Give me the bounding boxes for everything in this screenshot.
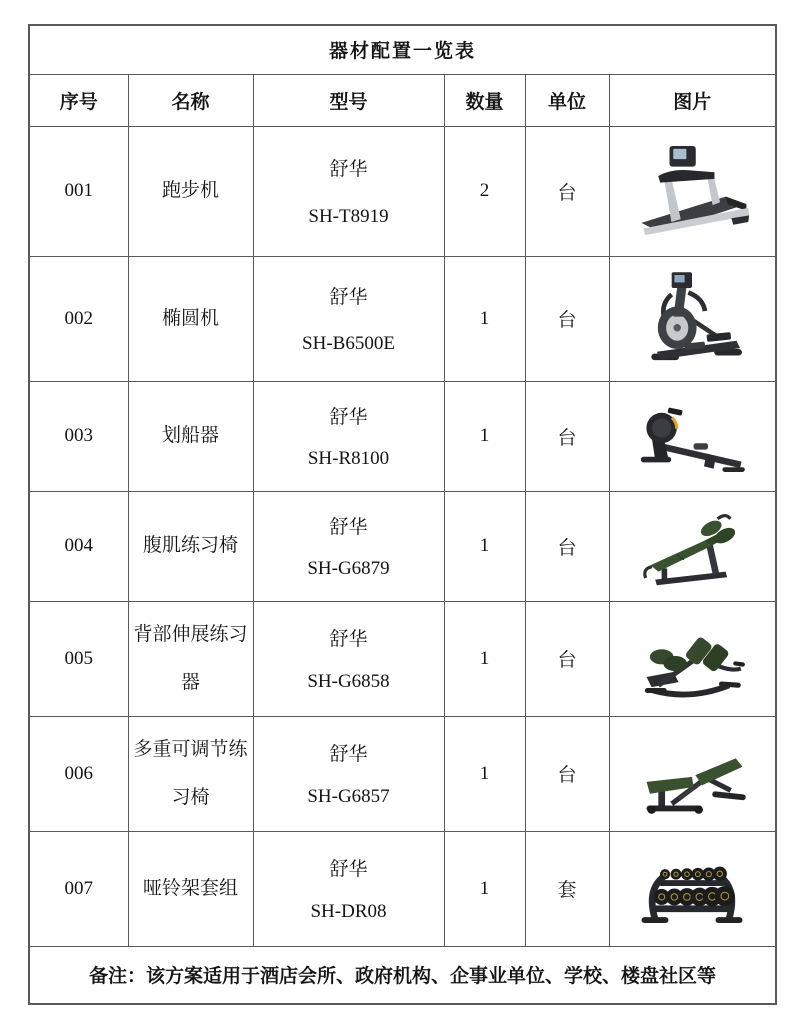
brand-text: 舒华: [329, 407, 368, 429]
page-title: 器材配置一览表: [29, 25, 776, 74]
unit-cell: 台: [525, 381, 609, 491]
model-text: SH-DR08: [310, 901, 387, 922]
brand-text: 舒华: [329, 859, 368, 880]
table-row: [29, 126, 776, 256]
equipment-name: 椭圆机: [161, 307, 219, 329]
model-cell: [253, 491, 444, 601]
quantity-cell: 1: [444, 601, 525, 716]
model-cell: [253, 256, 444, 381]
model-cell: [253, 831, 444, 946]
model-cell: [253, 126, 444, 256]
equipment-name: 腹肌练习椅: [142, 535, 238, 556]
equipment-image: [610, 133, 776, 249]
serial-cell: 007: [29, 831, 128, 946]
table-row: [29, 601, 776, 716]
model-cell: [253, 716, 444, 831]
table-row: [29, 256, 776, 381]
serial-cell: 003: [29, 381, 128, 491]
picture-cell: [609, 126, 776, 256]
column-header-4: 单位: [525, 74, 609, 126]
serial-cell: 002: [29, 256, 128, 381]
equipment-image: [610, 498, 776, 594]
equipment-name: 多重可调节练习椅: [133, 738, 248, 808]
name-cell: [128, 381, 253, 491]
table-row: [29, 381, 776, 491]
equipment-image: [610, 388, 776, 484]
model-cell: [253, 601, 444, 716]
quantity-cell: 1: [444, 256, 525, 381]
name-cell: [128, 601, 253, 716]
quantity-cell: 2: [444, 126, 525, 256]
unit-cell: 台: [525, 601, 609, 716]
picture-cell: [609, 491, 776, 601]
model-text: SH-B6500E: [302, 332, 395, 354]
name-cell: [128, 716, 253, 831]
equipment-table: [28, 24, 777, 1005]
name-cell: [128, 126, 253, 256]
unit-cell: 台: [525, 126, 609, 256]
brand-text: 舒华: [329, 629, 368, 650]
column-header-1: 名称: [128, 74, 253, 126]
quantity-cell: 1: [444, 491, 525, 601]
remarks-note: 备注：该方案适用于酒店会所、政府机构、企事业单位、学校、楼盘社区等: [29, 946, 776, 1004]
column-header-5: 图片: [609, 74, 776, 126]
column-header-row: [29, 74, 776, 126]
equipment-image: [610, 723, 776, 824]
unit-cell: 台: [525, 491, 609, 601]
table-row: [29, 831, 776, 946]
brand-text: 舒华: [329, 744, 368, 765]
unit-cell: 套: [525, 831, 609, 946]
picture-cell: [609, 601, 776, 716]
model-cell: [253, 381, 444, 491]
brand-text: 舒华: [329, 287, 368, 309]
table-row: [29, 716, 776, 831]
serial-cell: 004: [29, 491, 128, 601]
brand-text: 舒华: [329, 159, 368, 180]
quantity-cell: 1: [444, 381, 525, 491]
brand-text: 舒华: [329, 517, 368, 539]
name-cell: [128, 831, 253, 946]
equipment-image: [610, 263, 776, 374]
serial-cell: 005: [29, 601, 128, 716]
model-text: SH-R8100: [307, 447, 390, 469]
unit-cell: 台: [525, 716, 609, 831]
equipment-image: [610, 838, 776, 939]
column-header-3: 数量: [444, 74, 525, 126]
model-text: SH-G6879: [307, 557, 390, 579]
model-text: SH-G6858: [307, 671, 390, 692]
serial-cell: 006: [29, 716, 128, 831]
table-row: [29, 491, 776, 601]
unit-cell: 台: [525, 256, 609, 381]
title-row: [29, 25, 776, 74]
model-text: SH-G6857: [307, 786, 390, 807]
equipment-name: 哑铃架套组: [142, 877, 238, 899]
column-header-2: 型号: [253, 74, 444, 126]
model-text: SH-T8919: [308, 206, 389, 227]
equipment-name: 划船器: [161, 425, 219, 446]
quantity-cell: 1: [444, 831, 525, 946]
name-cell: [128, 256, 253, 381]
picture-cell: [609, 256, 776, 381]
picture-cell: [609, 831, 776, 946]
name-cell: [128, 491, 253, 601]
serial-cell: 001: [29, 126, 128, 256]
quantity-cell: 1: [444, 716, 525, 831]
picture-cell: [609, 381, 776, 491]
column-header-0: 序号: [29, 74, 128, 126]
equipment-image: [610, 608, 776, 709]
equipment-name: 背部伸展练习器: [133, 623, 248, 693]
picture-cell: [609, 716, 776, 831]
remarks-row: [29, 946, 776, 1004]
equipment-name: 跑步机: [161, 180, 219, 201]
